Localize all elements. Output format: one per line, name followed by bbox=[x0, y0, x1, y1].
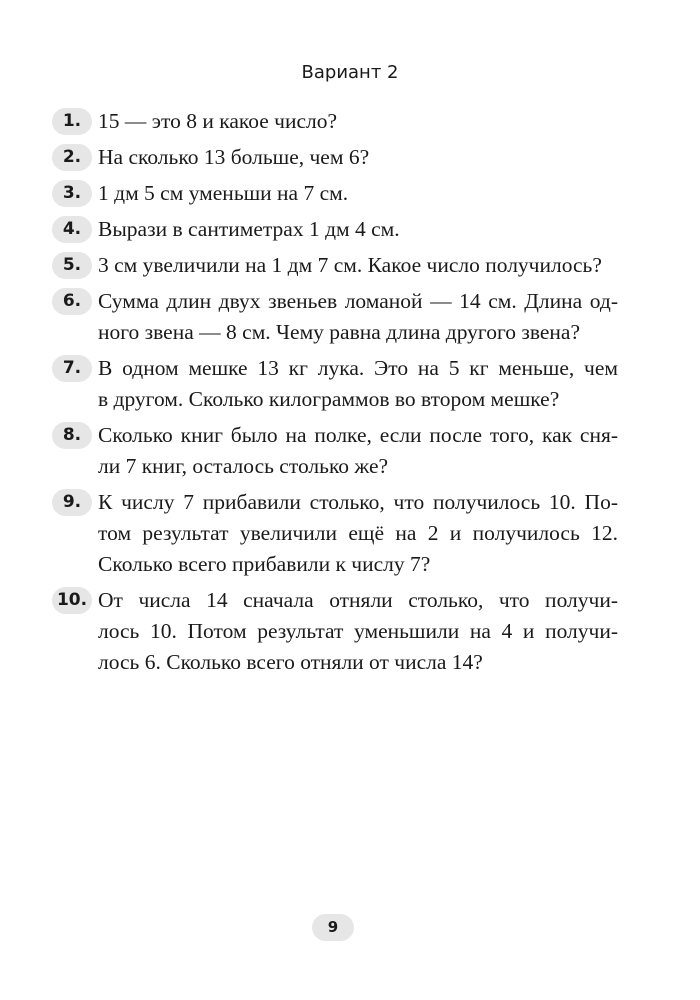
task-text-line: ли 7 книг, осталось столько же? bbox=[98, 454, 389, 478]
task-text-line: 3 см увеличили на 1 дм 7 см. Какое число получилось? bbox=[98, 253, 602, 277]
task-text bbox=[98, 250, 618, 281]
task-number-badge: 2. bbox=[52, 144, 92, 171]
task-text bbox=[98, 420, 618, 482]
task-text-line: Сколько всего прибавили к числу 7? bbox=[98, 552, 431, 576]
task-item bbox=[52, 142, 618, 173]
task-number-badge: 10. bbox=[52, 587, 92, 614]
task-number-badge: 8. bbox=[52, 422, 92, 449]
task-text bbox=[98, 214, 618, 245]
task-text-line: лось 10. Потом результат уменьшили на 4 и получи- bbox=[98, 619, 618, 643]
task-item bbox=[52, 286, 618, 348]
task-number-badge: 5. bbox=[52, 252, 92, 279]
task-item bbox=[52, 178, 618, 209]
task-text bbox=[98, 286, 618, 348]
task-list bbox=[52, 106, 618, 683]
task-text-line: К числу 7 прибавили столько, что получилось 10. По- bbox=[98, 490, 618, 514]
task-text-line: ного звена — 8 см. Чему равна длина другого звена? bbox=[98, 320, 581, 344]
task-text-line: На сколько 13 больше, чем 6? bbox=[98, 145, 370, 169]
task-text-line: 1 дм 5 см уменьши на 7 см. bbox=[98, 181, 349, 205]
task-text bbox=[98, 106, 618, 137]
task-item bbox=[52, 353, 618, 415]
task-number-badge: 3. bbox=[52, 180, 92, 207]
task-text-line: лось 6. Сколько всего отняли от числа 14? bbox=[98, 650, 483, 674]
page-number: 9 bbox=[312, 914, 354, 941]
task-item bbox=[52, 250, 618, 281]
task-item bbox=[52, 106, 618, 137]
task-item bbox=[52, 420, 618, 482]
task-text-line: От числа 14 сначала отняли столько, что получи- bbox=[98, 588, 618, 612]
task-text-line: том результат увеличили ещё на 2 и получилось 12. bbox=[98, 521, 618, 545]
task-text-line: 15 — это 8 и какое число? bbox=[98, 109, 338, 133]
task-number-badge: 6. bbox=[52, 288, 92, 315]
task-text bbox=[98, 353, 618, 415]
task-item bbox=[52, 214, 618, 245]
task-text-line: Вырази в сантиметрах 1 дм 4 см. bbox=[98, 217, 400, 241]
task-text bbox=[98, 142, 618, 173]
task-number-badge: 7. bbox=[52, 355, 92, 382]
task-item bbox=[52, 487, 618, 580]
task-text-line: Сколько книг было на полке, если после того, как сня- bbox=[98, 423, 618, 447]
task-number-badge: 9. bbox=[52, 489, 92, 516]
task-number-badge: 4. bbox=[52, 216, 92, 243]
task-text bbox=[98, 487, 618, 580]
task-text-line: в другом. Сколько килограммов во втором мешке? bbox=[98, 387, 560, 411]
task-text bbox=[98, 585, 618, 678]
task-text-line: Сумма длин двух звеньев ломаной — 14 см. Длина од- bbox=[98, 289, 618, 313]
task-text bbox=[98, 178, 618, 209]
task-text-line: В одном мешке 13 кг лука. Это на 5 кг меньше, чем bbox=[98, 356, 618, 380]
task-item bbox=[52, 585, 618, 678]
task-number-badge: 1. bbox=[52, 108, 92, 135]
variant-title: Вариант 2 bbox=[301, 62, 399, 83]
